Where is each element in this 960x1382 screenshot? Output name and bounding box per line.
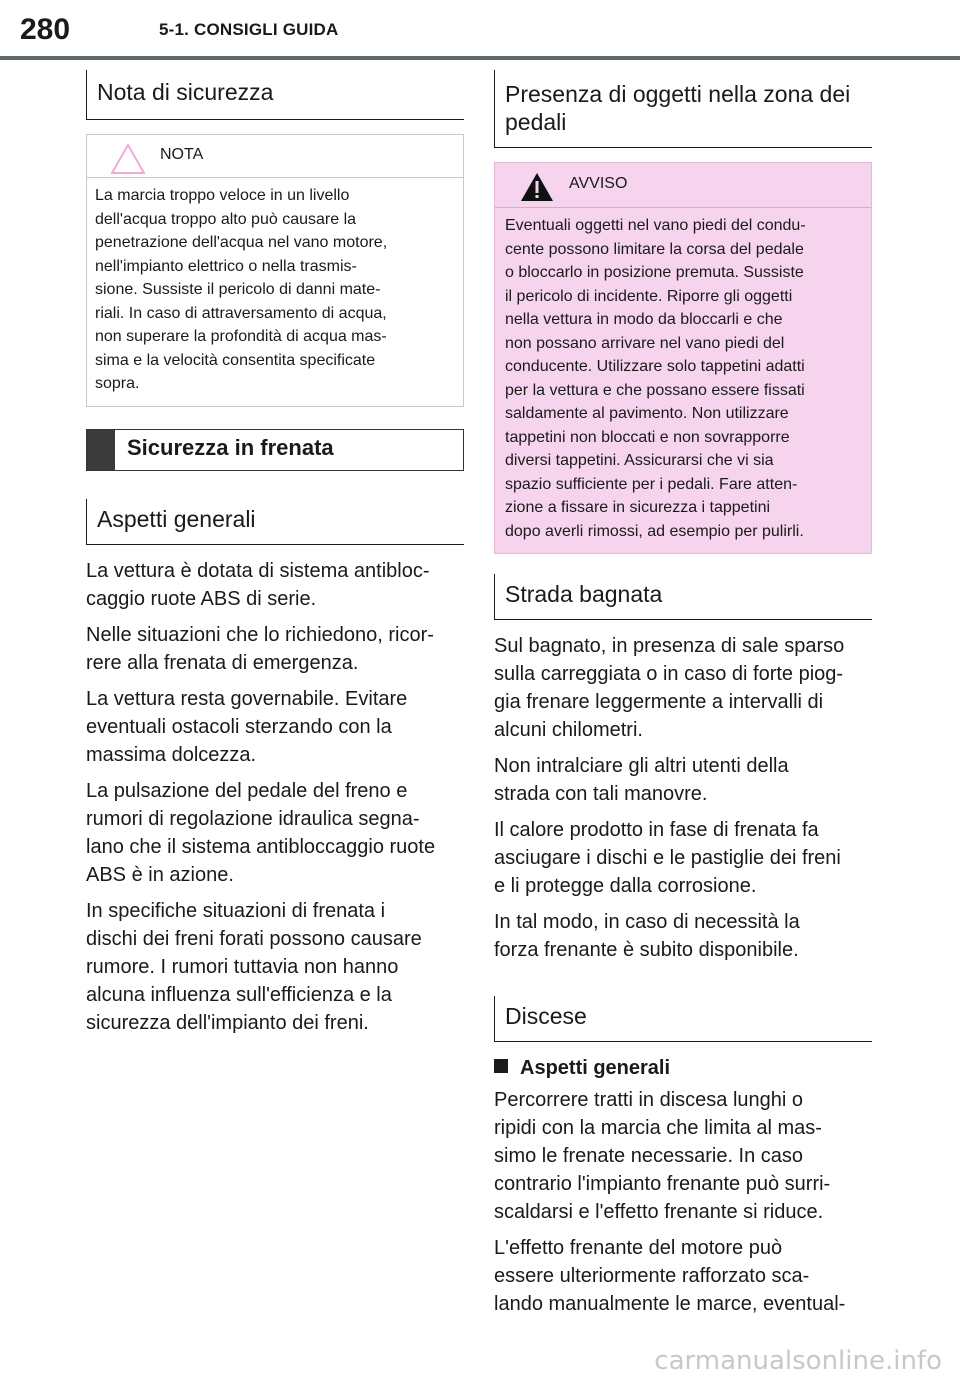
section-title-bar <box>87 430 115 470</box>
caution-triangle-icon <box>110 143 146 175</box>
section-title-text: Sicurezza in frenata <box>127 434 334 460</box>
warning-line: nella vettura in modo da bloccarli e che <box>505 311 783 328</box>
left-body-text <box>86 557 464 1037</box>
note-line: non superare la profondità di acqua mas- <box>95 328 387 345</box>
paragraph <box>86 777 464 889</box>
warning-line: spazio sufficiente per i pedali. Fare atten- <box>505 475 798 493</box>
warning-line: conducente. Utilizzare solo tappetini adatti <box>505 358 805 375</box>
warning-line: zione a fissare in sicurezza i tappetini <box>505 499 771 516</box>
heading-descents: Discese <box>494 996 872 1042</box>
warning-line: per la vettura e che possano essere fissati <box>505 381 805 399</box>
text-line: ABS è in azione. <box>86 863 234 886</box>
heading-general: Aspetti generali <box>86 499 464 545</box>
text-line: caggio ruote ABS di serie. <box>86 587 317 610</box>
note-body <box>87 178 463 406</box>
warning-triangle-icon <box>519 171 555 203</box>
warning-header <box>495 163 871 208</box>
note-line: penetrazione dell'acqua nel vano motore, <box>95 234 388 251</box>
text-line: La vettura resta governabile. Evitare <box>86 687 408 710</box>
text-line: forza frenante è subito disponibile. <box>494 939 799 961</box>
text-line: La vettura è dotata di sistema antibloc- <box>86 559 430 582</box>
heading-pedals <box>494 70 872 148</box>
text-line: gia frenare leggermente a intervalli di <box>494 691 824 713</box>
warning-line: cente possono limitare la corsa del pedale <box>505 240 804 258</box>
wet-body-text <box>494 632 872 964</box>
note-line: nell'impianto elettrico o nella trasmis- <box>95 257 357 275</box>
note-line: sima e la velocità consentita specificate <box>95 351 376 369</box>
text-line: Percorrere tratti in discesa lunghi o <box>494 1089 804 1111</box>
paragraph <box>86 897 464 1037</box>
text-line: L'effetto frenante del motore può <box>494 1237 783 1259</box>
note-label: NOTA <box>160 146 204 163</box>
text-line: massima dolcezza. <box>86 743 257 766</box>
text-line: rumori di regolazione idraulica segna- <box>86 807 420 830</box>
text-line: In tal modo, in caso di necessità la <box>494 911 800 933</box>
bullet-heading <box>494 1054 872 1082</box>
descent-body-text <box>494 1054 872 1318</box>
note-header <box>87 135 463 178</box>
warning-line: non possano arrivare nel vano piedi del <box>505 334 785 352</box>
warning-line: dopo averli rimossi, ad esempio per pulirli. <box>505 522 804 540</box>
paragraph <box>494 908 872 964</box>
paragraph <box>86 685 464 769</box>
text-line: dischi dei freni forati possono causare <box>86 927 422 950</box>
paragraph <box>86 557 464 613</box>
warning-body <box>495 208 871 553</box>
note-line: dell'acqua troppo alto può causare la <box>95 210 357 228</box>
page-number: 280 <box>20 13 71 46</box>
warning-box <box>494 162 872 554</box>
heading-safety-note: Nota di sicurezza <box>86 70 464 120</box>
bullet-heading-text: Aspetti generali <box>520 1057 671 1079</box>
chapter-title: 5-1. CONSIGLI GUIDA <box>159 20 339 39</box>
square-bullet-icon <box>494 1059 508 1073</box>
text-line: rere alla frenata di emergenza. <box>86 651 359 674</box>
warning-line: tappetini non bloccati e non sovrapporre <box>505 428 790 446</box>
text-line: scaldarsi e l'effetto frenante si riduce. <box>494 1201 824 1223</box>
warning-label: AVVISO <box>569 175 628 192</box>
text-line: Sul bagnato, in presenza di sale sparso <box>494 635 845 657</box>
paragraph <box>494 816 872 900</box>
section-title <box>86 429 464 471</box>
text-line: Il calore prodotto in fase di frenata fa <box>494 819 819 841</box>
text-line: eventuali ostacoli sterzando con la <box>86 715 392 738</box>
heading-line: pedali <box>505 109 567 135</box>
paragraph <box>494 1086 872 1226</box>
text-line: Nelle situazioni che lo richiedono, ricor- <box>86 623 434 646</box>
paragraph <box>494 1234 872 1318</box>
text-line: sicurezza dell'impianto dei freni. <box>86 1011 369 1034</box>
warning-line: saldamente al pavimento. Non utilizzare <box>505 405 789 422</box>
paragraph <box>86 621 464 677</box>
warning-line: o bloccarlo in posizione premuta. Sussiste <box>505 264 804 281</box>
note-line: La marcia troppo veloce in un livello <box>95 187 350 204</box>
text-line: lano che il sistema antibloccaggio ruote <box>86 835 436 858</box>
paragraph <box>494 752 872 808</box>
text-line: alcuna influenza sull'efficienza e la <box>86 983 392 1006</box>
paragraph <box>494 632 872 744</box>
heading-line: Presenza di oggetti nella zona dei <box>505 81 851 107</box>
warning-line: diversi tappetini. Assicurarsi che vi sia <box>505 452 774 469</box>
note-line: sopra. <box>95 375 140 392</box>
heading-wet-road: Strada bagnata <box>494 574 872 620</box>
text-line: contrario l'impianto frenante può surri- <box>494 1173 831 1195</box>
text-line: sulla carreggiata o in caso di forte piog- <box>494 663 844 685</box>
warning-line: il pericolo di incidente. Riporre gli oggetti <box>505 287 793 305</box>
text-line: strada con tali manovre. <box>494 783 708 805</box>
text-line: essere ulteriormente rafforzato sca- <box>494 1265 810 1287</box>
text-line: simo le frenate necessarie. In caso <box>494 1145 804 1167</box>
note-line: riali. In caso di attraversamento di acqua, <box>95 304 387 322</box>
watermark: carmanualsonline.info <box>654 1346 942 1376</box>
note-line: sione. Sussiste il pericolo di danni mate- <box>95 281 381 298</box>
header-rule <box>0 56 960 60</box>
warning-line: Eventuali oggetti nel vano piedi del condu- <box>505 217 806 234</box>
text-line: Non intralciare gli altri utenti della <box>494 755 789 777</box>
left-column <box>86 70 464 1045</box>
text-line: ripidi con la marcia che limita al mas- <box>494 1117 822 1139</box>
text-line: La pulsazione del pedale del freno e <box>86 779 408 802</box>
text-line: asciugare i dischi e le pastiglie dei freni <box>494 847 841 869</box>
note-box <box>86 134 464 407</box>
right-column <box>494 70 872 1326</box>
text-line: alcuni chilometri. <box>494 719 643 741</box>
text-line: In specifiche situazioni di frenata i <box>86 899 386 922</box>
text-line: e li protegge dalla corrosione. <box>494 875 757 897</box>
text-line: lando manualmente le marce, eventual- <box>494 1293 846 1315</box>
text-line: rumore. I rumori tuttavia non hanno <box>86 955 399 978</box>
